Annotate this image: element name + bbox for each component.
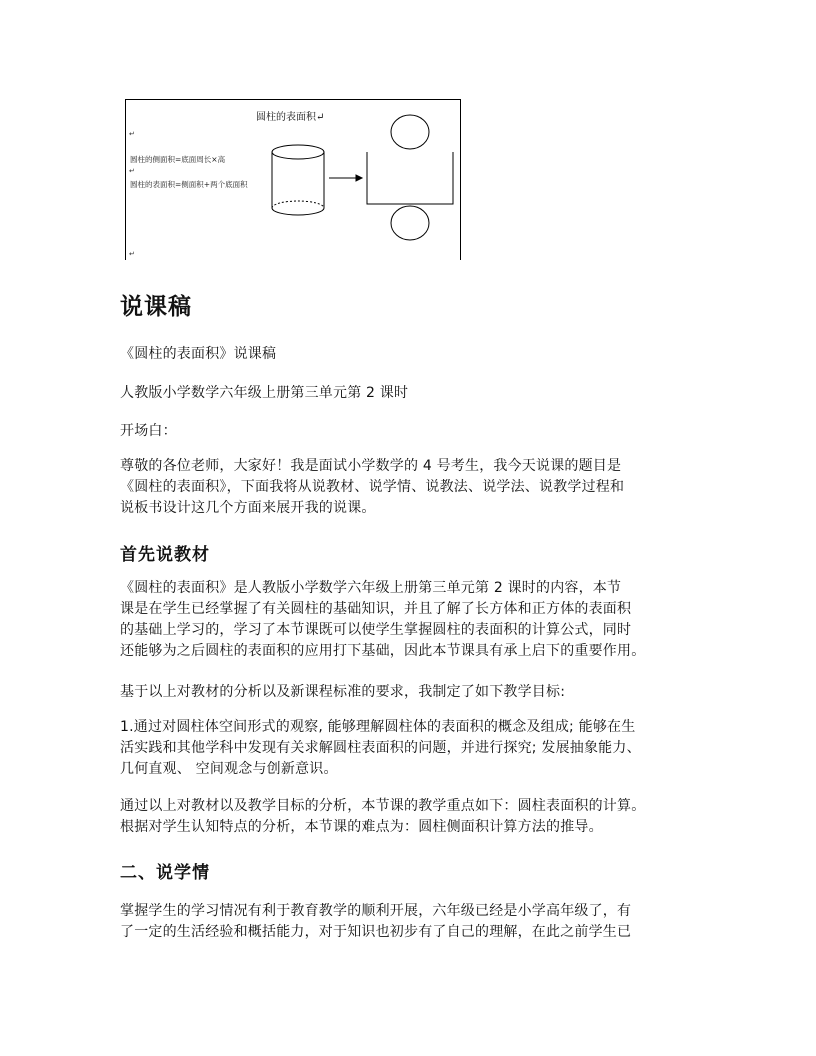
objectives-intro: 基于以上对教材的分析以及新课程标准的要求，我制定了如下教学目标: <box>120 684 566 700</box>
text-line: 掌握学生的学习情况有利于教育教学的顺利开展，六年级已经是小学高年级了，有 <box>120 903 632 919</box>
text-line: 活实践和其他学科中发现有关求解圆柱表面积的问题，并进行探究; 发展抽象能力、 <box>120 740 641 756</box>
textbook-info-line: 人教版小学数学六年级上册第三单元第 2 课时 <box>120 385 409 401</box>
arrow-icon <box>329 175 362 181</box>
section-heading-learners: 二、说学情 <box>120 863 210 883</box>
text-line: 课是在学生已经掌握了有关圆柱的基础知识，并且了解了长方体和正方体的表面积 <box>120 601 632 617</box>
figure-title: 圆柱的表面积↵ <box>256 112 325 123</box>
figure-note-surface-area: 圆柱的表面积=侧面积+两个底面积 <box>130 180 248 189</box>
text-line: 尊敬的各位老师，大家好！我是面试小学数学的 4 号考生，我今天说课的题目是 <box>120 458 622 474</box>
opening-label: 开场白： <box>120 423 177 439</box>
text-line: 的基础上学习的，学习了本节课既可以使学生掌握圆柱的表面积的计算公式，同时 <box>120 622 632 638</box>
lesson-title-line: 《圆柱的表面积》说课稿 <box>120 346 277 362</box>
text-line: 还能够为之后圆柱的表面积的应用打下基础，因此本节课具有承上启下的重要作用。 <box>120 643 646 659</box>
cylinder-net <box>367 115 453 240</box>
text-line: 《圆柱的表面积》，下面我将从说教材、说学情、说教法、说学法、说教学过程和 <box>120 479 625 495</box>
cylinder-surface-area-figure <box>125 99 461 260</box>
text-line: 根据对学生认知特点的分析，本节课的难点为：圆柱侧面积计算方法的推导。 <box>120 819 603 835</box>
text-line: 《圆柱的表面积》是人教版小学数学六年级上册第三单元第 2 课时的内容，本节 <box>120 580 622 596</box>
paragraph-mark: ↵ <box>129 167 135 175</box>
text-line: 说板书设计这几个方面来展开我的说课。 <box>120 500 376 516</box>
text-line: 了一定的生活经验和概括能力，对于知识也初步有了自己的理解，在此之前学生已 <box>120 924 632 940</box>
text-line: 通过以上对教材以及教学目标的分析，本节课的教学重点如下：圆柱表面积的计算。 <box>120 798 646 814</box>
document-title: 说课稿 <box>120 294 192 320</box>
text-line: 1.通过对圆柱体空间形式的观察, 能够理解圆柱体的表面积的概念及组成; 能够在生 <box>120 719 636 735</box>
paragraph-mark: ↵ <box>129 250 135 258</box>
figure-note-lateral-area: 圆柱的侧面积=底面周长×高 <box>130 155 226 164</box>
section-heading-textbook: 首先说教材 <box>120 545 210 565</box>
text-line: 几何直观、 空间观念与创新意识。 <box>120 761 338 777</box>
cylinder-shape <box>272 145 324 215</box>
paragraph-mark: ↵ <box>129 130 135 138</box>
